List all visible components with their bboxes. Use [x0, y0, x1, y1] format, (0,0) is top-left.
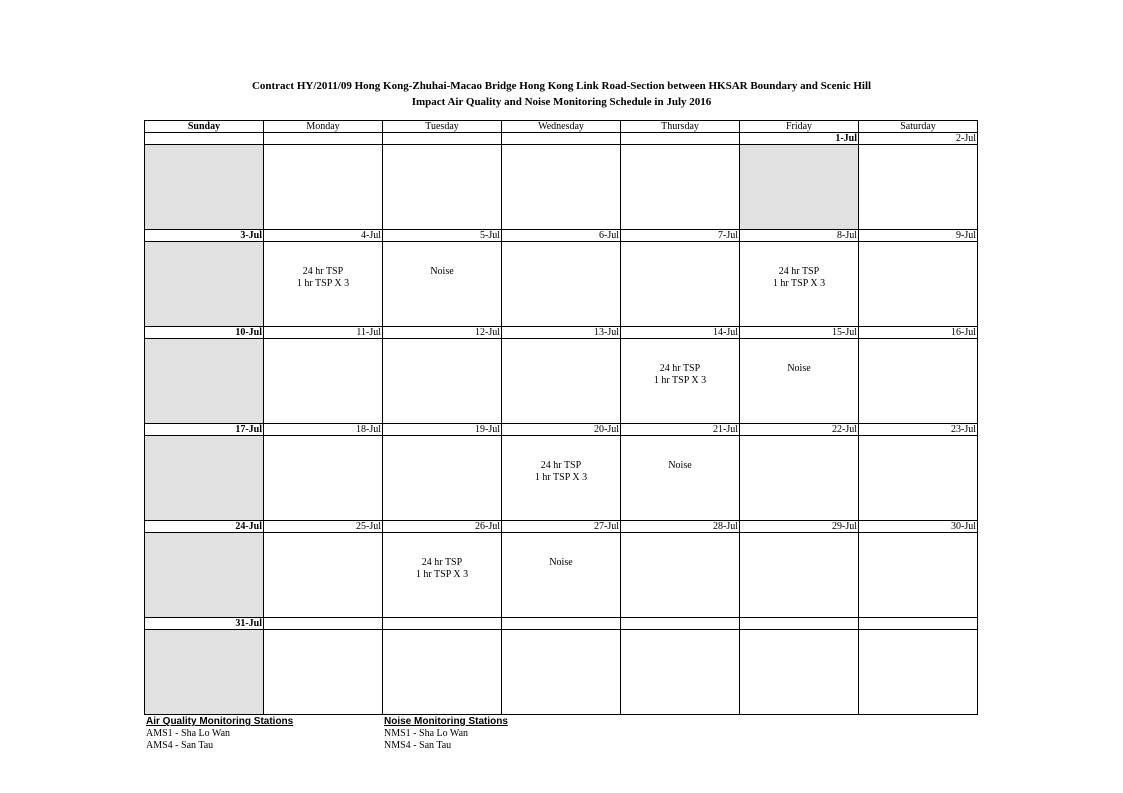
- noise-station-item: NMS1 - Sha Lo Wan: [384, 728, 469, 739]
- date-cell: [264, 133, 383, 145]
- event-label: 24 hr TSP: [302, 266, 344, 277]
- monitoring-event: [383, 242, 501, 278]
- event-label: 1 hr TSP X 3: [296, 278, 350, 289]
- day-cell: [145, 339, 264, 424]
- calendar-table: [144, 120, 978, 715]
- date-cell: 16-Jul: [859, 327, 978, 339]
- monitoring-event: [621, 436, 739, 472]
- monitoring-event: [740, 242, 858, 290]
- date-cell: [621, 133, 740, 145]
- day-cell: [145, 242, 264, 327]
- event-label: 24 hr TSP: [421, 557, 463, 568]
- date-cell: 22-Jul: [740, 424, 859, 436]
- day-cell: [859, 533, 978, 618]
- date-cell: 7-Jul: [621, 230, 740, 242]
- day-cell: [383, 533, 502, 618]
- date-cell: [383, 133, 502, 145]
- event-label: 1 hr TSP X 3: [415, 569, 469, 580]
- day-cell: [859, 242, 978, 327]
- day-cell: [621, 630, 740, 715]
- air-quality-legend-heading: Air Quality Monitoring Stations: [146, 716, 294, 727]
- day-cell: [740, 145, 859, 230]
- date-cell: 9-Jul: [859, 230, 978, 242]
- date-cell: 12-Jul: [383, 327, 502, 339]
- day-cell: [502, 145, 621, 230]
- date-cell: 6-Jul: [502, 230, 621, 242]
- monitoring-event: [383, 533, 501, 581]
- monitoring-event: [740, 339, 858, 375]
- date-cell: [621, 618, 740, 630]
- day-cell: [502, 630, 621, 715]
- week-row: [145, 339, 978, 424]
- monitoring-event: [502, 436, 620, 484]
- date-cell: 28-Jul: [621, 521, 740, 533]
- event-label: Noise: [549, 557, 573, 568]
- date-cell: 31-Jul: [145, 618, 264, 630]
- date-cell: 2-Jul: [859, 133, 978, 145]
- date-cell: 13-Jul: [502, 327, 621, 339]
- date-row: [145, 230, 978, 242]
- day-cell: [621, 436, 740, 521]
- noise-legend-heading: Noise Monitoring Stations: [384, 716, 508, 727]
- date-cell: 8-Jul: [740, 230, 859, 242]
- day-cell: [621, 145, 740, 230]
- day-cell: [740, 630, 859, 715]
- day-cell: [502, 339, 621, 424]
- air-quality-legend: [146, 716, 293, 752]
- date-cell: [740, 618, 859, 630]
- week-row: [145, 242, 978, 327]
- day-cell: [264, 339, 383, 424]
- event-label: 1 hr TSP X 3: [534, 472, 588, 483]
- day-cell: [859, 436, 978, 521]
- weekday-monday: Monday: [264, 121, 383, 133]
- date-cell: 21-Jul: [621, 424, 740, 436]
- day-cell: [502, 533, 621, 618]
- week-row: [145, 630, 978, 715]
- event-label: 24 hr TSP: [540, 460, 582, 471]
- event-label: 1 hr TSP X 3: [772, 278, 826, 289]
- weekday-wednesday: Wednesday: [502, 121, 621, 133]
- day-cell: [502, 242, 621, 327]
- date-cell: 26-Jul: [383, 521, 502, 533]
- date-row: [145, 133, 978, 145]
- date-cell: 23-Jul: [859, 424, 978, 436]
- weekday-saturday: Saturday: [859, 121, 978, 133]
- day-cell: [383, 630, 502, 715]
- weekday-tuesday: Tuesday: [383, 121, 502, 133]
- date-cell: [383, 618, 502, 630]
- title-line-1: Contract HY/2011/09 Hong Kong-Zhuhai-Macao Bridge Hong Kong Link Road-Section between HKSAR Boundary and Scenic Hill: [251, 80, 872, 92]
- date-cell: 25-Jul: [264, 521, 383, 533]
- date-cell: [502, 618, 621, 630]
- day-cell: [145, 630, 264, 715]
- date-cell: 5-Jul: [383, 230, 502, 242]
- date-row: [145, 327, 978, 339]
- date-cell: 17-Jul: [145, 424, 264, 436]
- date-cell: 27-Jul: [502, 521, 621, 533]
- day-cell: [502, 436, 621, 521]
- day-cell: [740, 242, 859, 327]
- calendar-body: [145, 133, 978, 715]
- day-cell: [621, 242, 740, 327]
- day-cell: [740, 436, 859, 521]
- monitoring-event: [621, 339, 739, 387]
- day-cell: [264, 242, 383, 327]
- date-cell: 1-Jul: [740, 133, 859, 145]
- day-cell: [383, 145, 502, 230]
- date-cell: [859, 618, 978, 630]
- date-cell: [502, 133, 621, 145]
- day-cell: [145, 533, 264, 618]
- date-cell: 11-Jul: [264, 327, 383, 339]
- day-cell: [383, 242, 502, 327]
- noise-legend: [384, 716, 508, 752]
- day-cell: [621, 533, 740, 618]
- event-label: Noise: [430, 266, 454, 277]
- date-row: [145, 618, 978, 630]
- air-station-item: AMS1 - Sha Lo Wan: [146, 728, 231, 739]
- day-cell: [383, 339, 502, 424]
- weekday-sunday: Sunday: [145, 121, 264, 133]
- event-label: Noise: [668, 460, 692, 471]
- date-cell: 3-Jul: [145, 230, 264, 242]
- day-cell: [145, 145, 264, 230]
- day-cell: [264, 630, 383, 715]
- weekday-thursday: Thursday: [621, 121, 740, 133]
- date-cell: 18-Jul: [264, 424, 383, 436]
- date-cell: [264, 618, 383, 630]
- date-cell: 14-Jul: [621, 327, 740, 339]
- day-cell: [859, 145, 978, 230]
- date-row: [145, 424, 978, 436]
- day-cell: [264, 145, 383, 230]
- monitoring-event: [502, 533, 620, 569]
- monitoring-event: [264, 242, 382, 290]
- day-cell: [145, 436, 264, 521]
- date-cell: 30-Jul: [859, 521, 978, 533]
- date-cell: 19-Jul: [383, 424, 502, 436]
- week-row: [145, 436, 978, 521]
- date-row: [145, 521, 978, 533]
- day-cell: [740, 533, 859, 618]
- date-cell: [145, 133, 264, 145]
- week-row: [145, 533, 978, 618]
- day-cell: [859, 339, 978, 424]
- event-label: 24 hr TSP: [659, 363, 701, 374]
- date-cell: 24-Jul: [145, 521, 264, 533]
- day-cell: [383, 436, 502, 521]
- date-cell: 20-Jul: [502, 424, 621, 436]
- day-cell: [621, 339, 740, 424]
- day-cell: [740, 339, 859, 424]
- weekday-friday: Friday: [740, 121, 859, 133]
- day-cell: [264, 533, 383, 618]
- date-cell: 10-Jul: [145, 327, 264, 339]
- date-cell: 29-Jul: [740, 521, 859, 533]
- event-label: 24 hr TSP: [778, 266, 820, 277]
- day-cell: [264, 436, 383, 521]
- noise-station-item: NMS4 - San Tau: [384, 740, 452, 751]
- title-line-2: Impact Air Quality and Noise Monitoring Schedule in July 2016: [411, 96, 712, 108]
- day-cell: [859, 630, 978, 715]
- event-label: 1 hr TSP X 3: [653, 375, 707, 386]
- date-cell: 4-Jul: [264, 230, 383, 242]
- event-label: Noise: [787, 363, 811, 374]
- weekday-header-row: [145, 121, 978, 133]
- air-station-item: AMS4 - San Tau: [146, 740, 214, 751]
- week-row: [145, 145, 978, 230]
- date-cell: 15-Jul: [740, 327, 859, 339]
